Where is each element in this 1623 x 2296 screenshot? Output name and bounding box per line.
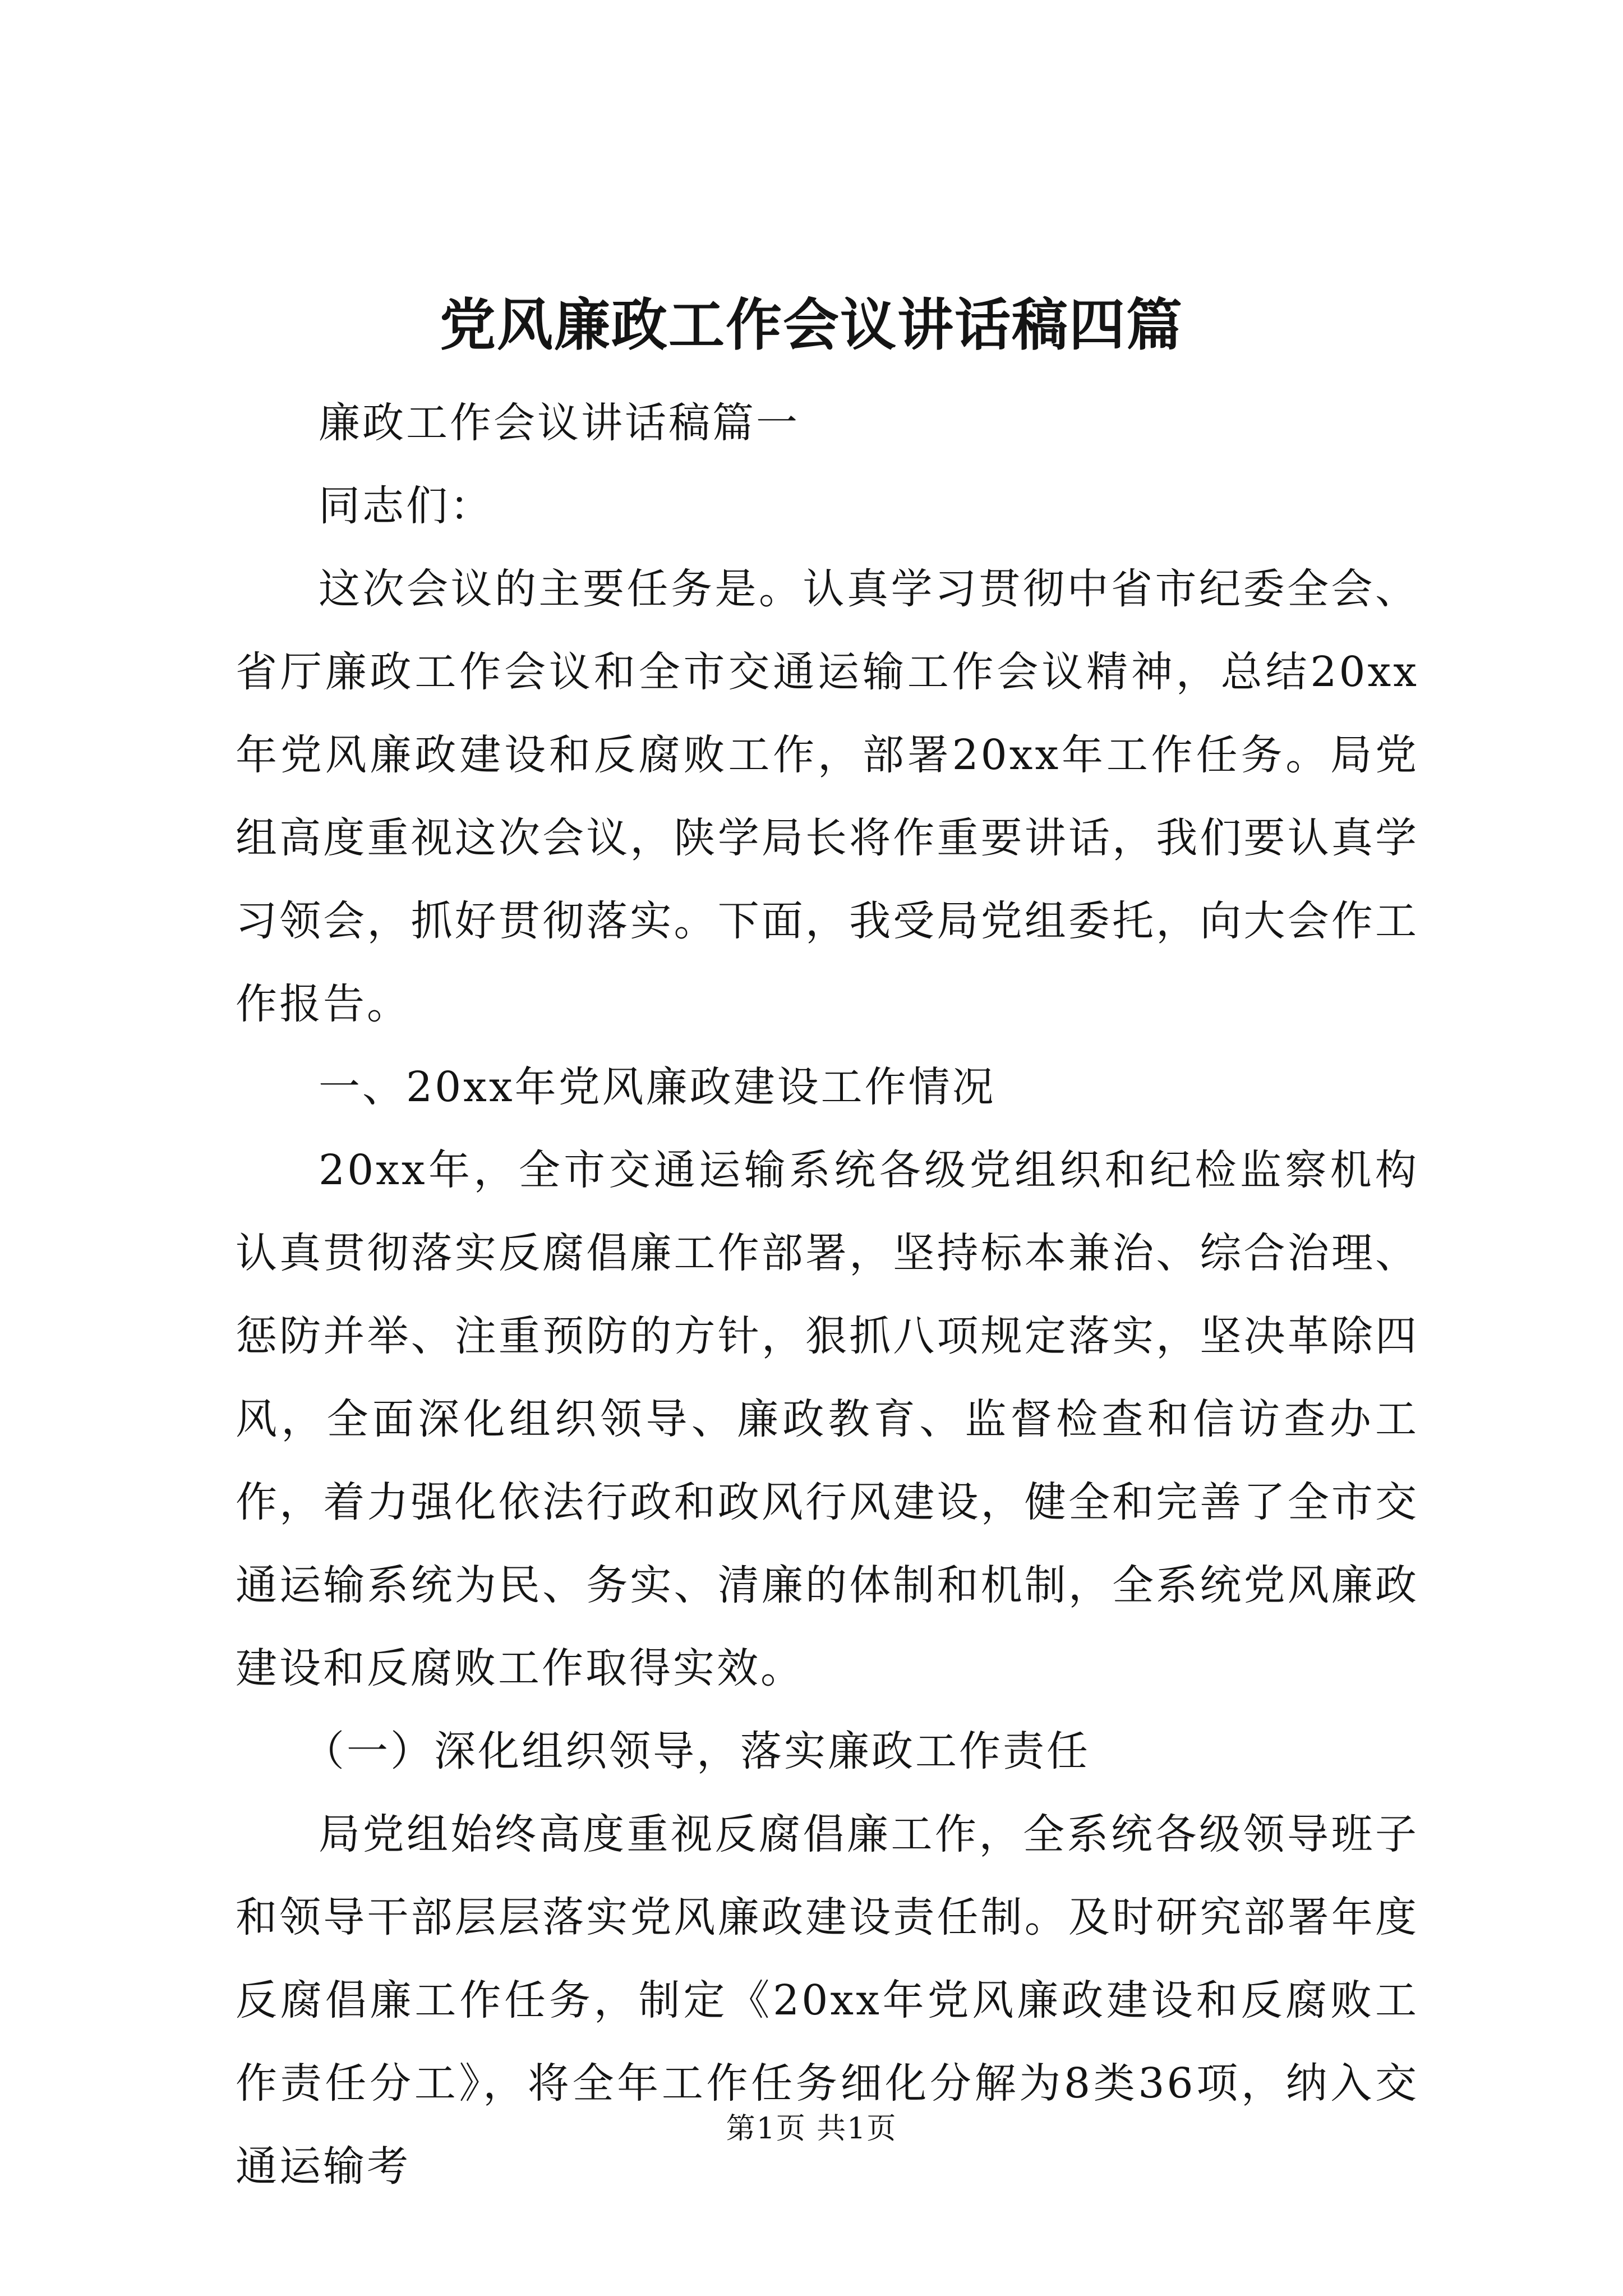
document-body	[236, 381, 1419, 2208]
document-title: 党风廉政工作会议讲话稿四篇	[440, 292, 1183, 358]
subsection-heading: （一）深化组织领导，落实廉政工作责任	[303, 1727, 1090, 1775]
salutation: 同志们：	[319, 482, 494, 530]
body-paragraph: 局党组始终高度重视反腐倡廉工作，全系统各级领导班子和领导干部层层落实党风廉政建设责任制。及时研究部署年度反腐倡廉工作任务，制定《20xx年党风廉政建设和反腐败工作责任分工》，将全年工作任务细化分解为8类36项，纳入交通运输考	[236, 1810, 1419, 2191]
section-heading: 一、20xx年党风廉政建设工作情况	[319, 1063, 996, 1111]
page-footer: 第1页 共1页	[726, 2112, 897, 2146]
body-paragraph: 这次会议的主要任务是。认真学习贯彻中省市纪委全会、省厅廉政工作会议和全市交通运输工作会议精神，总结20xx年党风廉政建设和反腐败工作，部署20xx年工作任务。局党组高度重视这次会议，陕学局长将作重要讲话，我们要认真学习领会，抓好贯彻落实。下面，我受局党组委托，向大会作工作报告。	[236, 565, 1419, 1028]
body-paragraph: 20xx年，全市交通运输系统各级党组织和纪检监察机构认真贯彻落实反腐倡廉工作部署，坚持标本兼治、综合治理、惩防并举、注重预防的方针，狠抓八项规定落实，坚决革除四风，全面深化组织领导、廉政教育、监督检查和信访查办工作，着力强化依法行政和政风行风建设，健全和完善了全市交通运输系统为民、务实、清廉的体制和机制，全系统党风廉政建设和反腐败工作取得实效。	[236, 1146, 1419, 1692]
section-heading: 廉政工作会议讲话稿篇一	[319, 399, 800, 447]
